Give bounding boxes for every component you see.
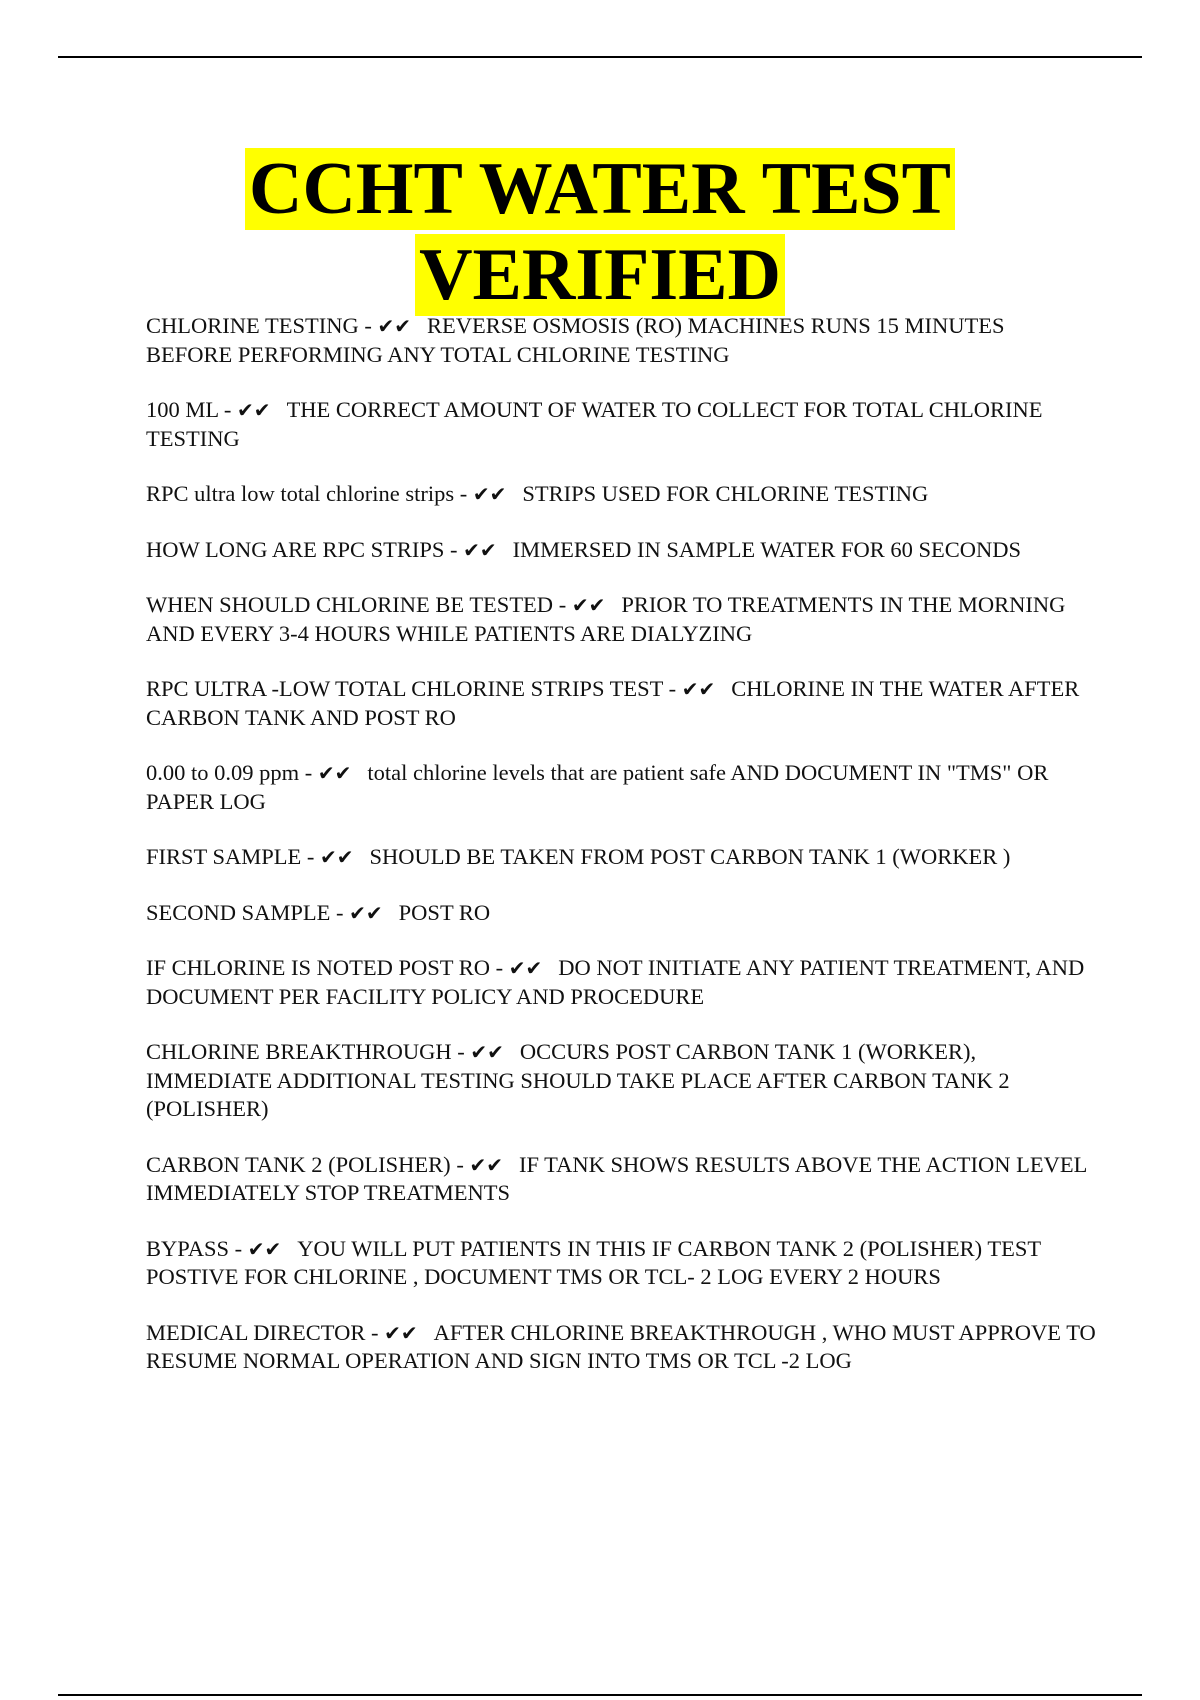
entry-term: 0.00 to 0.09 ppm - <box>146 760 318 785</box>
qa-entry <box>146 1038 1096 1124</box>
check-mark-icon: ✔✔ <box>681 677 716 701</box>
qa-entry <box>146 591 1096 648</box>
entry-term: CHLORINE TESTING - <box>146 313 377 338</box>
entry-term: FIRST SAMPLE - <box>146 844 320 869</box>
check-mark-icon: ✔✔ <box>317 761 352 785</box>
header-rule <box>58 56 1142 58</box>
entry-term: BYPASS - <box>146 1236 248 1261</box>
check-mark-icon: ✔✔ <box>237 398 271 422</box>
qa-entry <box>146 843 1096 872</box>
entry-answer: POST RO <box>398 899 491 925</box>
entry-answer: total chlorine levels that are patient safe AND DOCUMENT IN "TMS" OR PAPER LOG <box>146 760 1049 814</box>
qa-entry <box>146 396 1096 453</box>
entry-answer: OCCURS POST CARBON TANK 1 (WORKER), IMMEDIATE ADDITIONAL TESTING SHOULD TAKE PLACE AFTER CARBON TANK 2 (POLISHER) <box>146 1039 1010 1121</box>
title-line-2: VERIFIED <box>415 234 785 316</box>
entry-term: IF CHLORINE IS NOTED POST RO - <box>146 955 509 980</box>
qa-entry <box>146 312 1096 369</box>
entry-answer: REVERSE OSMOSIS (RO) MACHINES RUNS 15 MINUTES BEFORE PERFORMING ANY TOTAL CHLORINE TESTING <box>146 313 1005 367</box>
qa-entry <box>146 480 1096 509</box>
check-mark-icon: ✔✔ <box>472 482 507 506</box>
check-mark-icon: ✔✔ <box>470 1040 504 1064</box>
entry-answer: IF TANK SHOWS RESULTS ABOVE THE ACTION LEVEL IMMEDIATELY STOP TREATMENTS <box>146 1151 1087 1205</box>
entry-answer: DO NOT INITIATE ANY PATIENT TREATMENT, AND DOCUMENT PER FACILITY POLICY AND PROCEDURE <box>146 955 1085 1009</box>
qa-entry <box>146 1319 1096 1376</box>
entry-answer: CHLORINE IN THE WATER AFTER CARBON TANK AND POST RO <box>146 676 1080 730</box>
check-mark-icon: ✔✔ <box>247 1236 282 1261</box>
entry-term: HOW LONG ARE RPC STRIPS - <box>146 537 463 562</box>
check-mark-icon: ✔✔ <box>571 593 606 617</box>
entry-answer: AFTER CHLORINE BREAKTHROUGH , WHO MUST APPROVE TO RESUME NORMAL OPERATION AND SIGN INTO TMS OR TCL -2 LOG <box>146 1319 1096 1373</box>
qa-entry <box>146 954 1096 1011</box>
document-title <box>0 146 1200 318</box>
entry-term: RPC ultra low total chlorine strips - <box>146 481 473 506</box>
entry-answer: THE CORRECT AMOUNT OF WATER TO COLLECT FOR TOTAL CHLORINE TESTING <box>146 397 1043 451</box>
check-mark-icon: ✔✔ <box>377 314 411 338</box>
entry-answer: IMMERSED IN SAMPLE WATER FOR 60 SECONDS <box>512 536 1022 562</box>
qa-entry <box>146 899 1096 928</box>
entry-term: SECOND SAMPLE - <box>146 900 349 925</box>
entry-term: CHLORINE BREAKTHROUGH - <box>146 1039 470 1064</box>
entry-term: WHEN SHOULD CHLORINE BE TESTED - <box>146 592 572 617</box>
check-mark-icon: ✔✔ <box>469 1152 503 1177</box>
footer-rule <box>58 1694 1142 1696</box>
check-mark-icon: ✔✔ <box>320 845 354 869</box>
title-line-1: CCHT WATER TEST <box>245 148 955 230</box>
qa-list <box>146 312 1096 1403</box>
qa-entry <box>146 536 1096 565</box>
check-mark-icon: ✔✔ <box>463 537 497 562</box>
entry-answer: PRIOR TO TREATMENTS IN THE MORNING AND EVERY 3-4 HOURS WHILE PATIENTS ARE DIALYZING <box>146 592 1066 646</box>
check-mark-icon: ✔✔ <box>384 1320 418 1345</box>
qa-entry <box>146 675 1096 732</box>
entry-answer: STRIPS USED FOR CHLORINE TESTING <box>522 481 929 506</box>
entry-term: RPC ULTRA -LOW TOTAL CHLORINE STRIPS TEST - <box>146 676 682 701</box>
qa-entry <box>146 1151 1096 1208</box>
check-mark-icon: ✔✔ <box>508 956 543 980</box>
entry-term: 100 ML - <box>146 397 237 422</box>
entry-answer: SHOULD BE TAKEN FROM POST CARBON TANK 1 (WORKER ) <box>369 844 1011 869</box>
qa-entry <box>146 1235 1096 1292</box>
qa-entry <box>146 759 1096 816</box>
check-mark-icon: ✔✔ <box>349 900 383 925</box>
entry-term: MEDICAL DIRECTOR - <box>146 1320 384 1345</box>
entry-answer: YOU WILL PUT PATIENTS IN THIS IF CARBON TANK 2 (POLISHER) TEST POSTIVE FOR CHLORINE , DOCUMENT TMS OR TCL- 2 LOG EVERY 2 HOURS <box>146 1235 1041 1289</box>
entry-term: CARBON TANK 2 (POLISHER) - <box>146 1152 469 1177</box>
